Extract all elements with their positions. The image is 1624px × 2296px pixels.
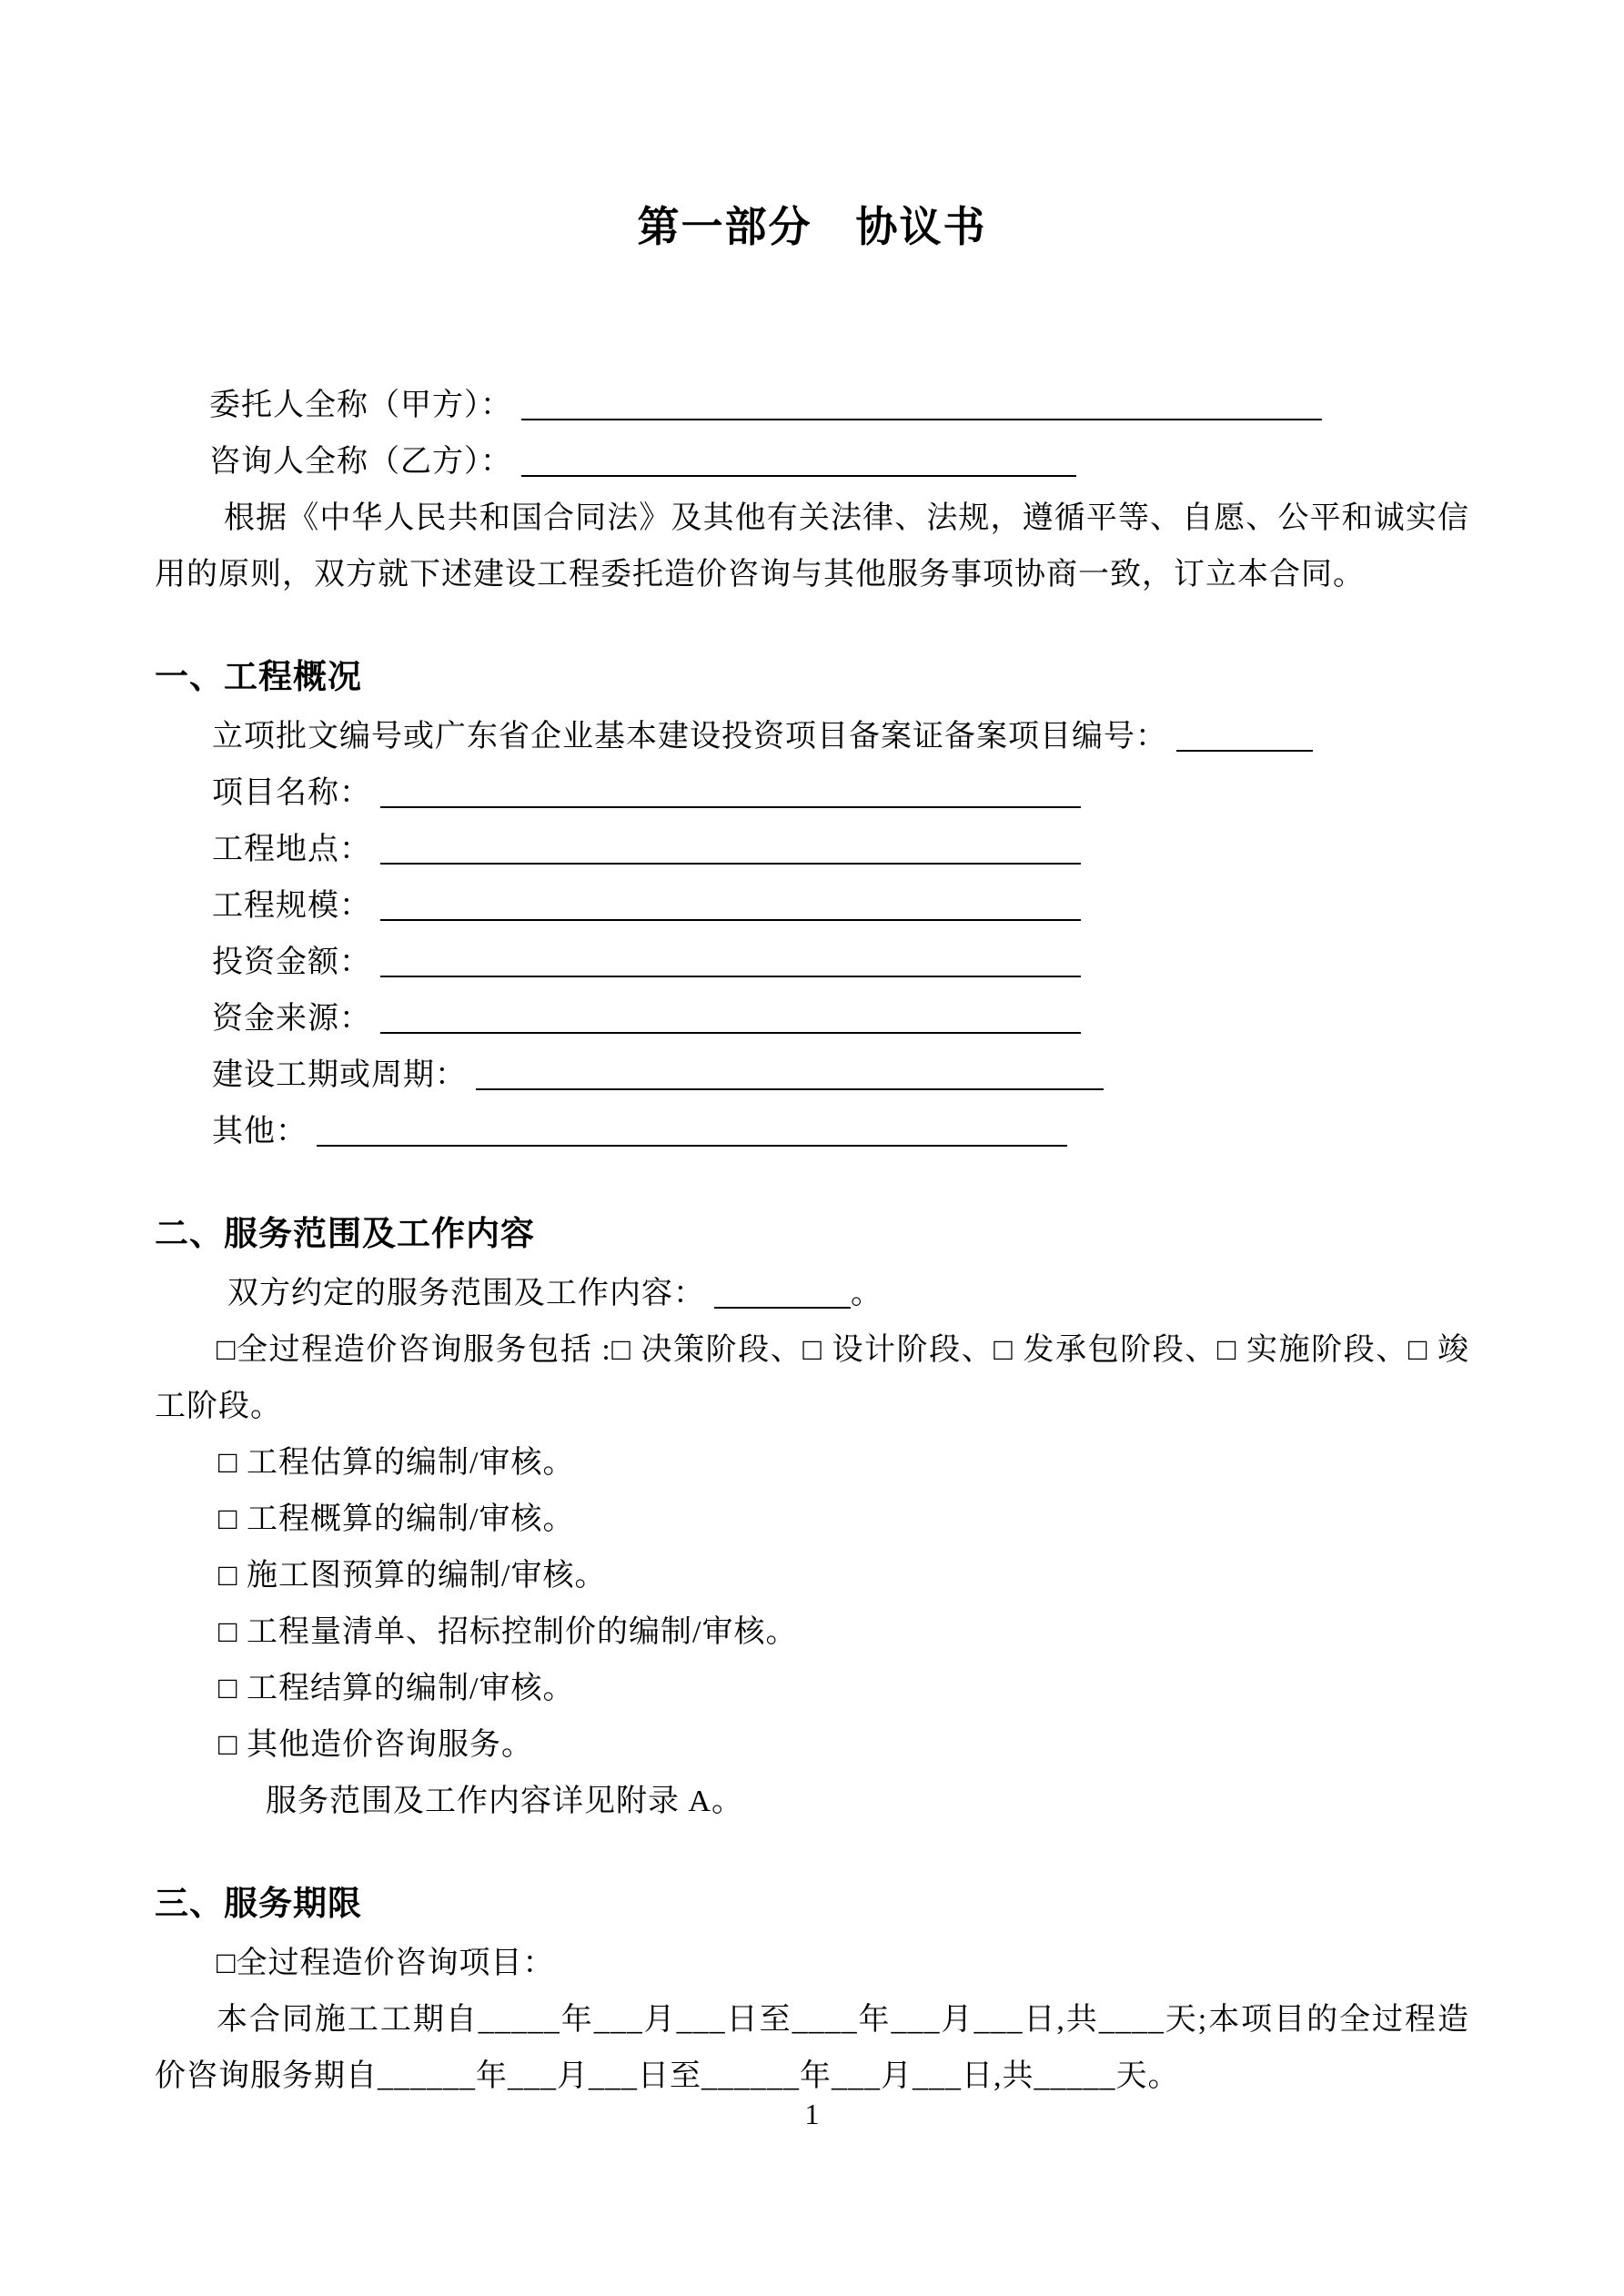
section2-heading: 二、服务范围及工作内容 [155,1215,535,1252]
funding-source-label: 资金来源： [212,1002,371,1036]
party-row-consultant [155,434,1469,491]
whole-process-project-line: □全过程造价咨询项目： [217,1947,555,1980]
client-name-blank-field[interactable] [521,388,1322,420]
field-row-other [155,1104,1469,1160]
checklist-item-bill-of-quantities: □ 工程量清单、招标控制价的编制/审核。 [218,1615,798,1649]
construction-period-label: 建设工期或周期： [212,1058,467,1092]
document-title: 第一部分 协议书 [637,203,987,250]
service-duration-paragraph: 本合同施工工期自_____年___月___日至____年___月___日,共____天;本项目的全过程造价咨询服务期自______年___月___日至______年___月___日,共_____天。 [155,2003,1469,2093]
project-location-blank-field[interactable] [380,832,1081,865]
checklist-item-drawing-budget: □ 施工图预算的编制/审核。 [218,1559,607,1593]
project-scale-label: 工程规模： [212,889,371,923]
other-label: 其他： [212,1115,308,1148]
project-location-label: 工程地点： [212,833,371,866]
approval-number-label: 立项批文编号或广东省企业基本建设投资项目备案证备案项目编号： [212,720,1167,754]
investment-amount-blank-field[interactable] [380,945,1081,977]
scope-intro-suffix: 。 [851,1277,883,1310]
client-name-label: 委托人全称（甲方）： [209,389,512,422]
checklist-item-estimate: □ 工程估算的编制/审核。 [218,1446,575,1480]
field-row-construction-period [155,1047,1469,1104]
preamble-paragraph: 根据《中华人民共和国合同法》及其他有关法律、法规，遵循平等、自愿、公平和诚实信用的原则，双方就下述建设工程委托造价咨询与其他服务事项协商一致，订立本合同。 [155,501,1469,592]
checklist-item-other-services: □ 其他造价咨询服务。 [218,1728,534,1762]
consultant-name-label: 咨询人全称（乙方）： [209,445,512,479]
funding-source-blank-field[interactable] [380,1001,1081,1034]
section1-heading: 一、工程概况 [155,658,362,695]
project-name-label: 项目名称： [212,776,371,810]
field-row-investment-amount [155,935,1469,991]
party-row-client [155,378,1469,434]
project-scale-blank-field[interactable] [380,888,1081,921]
project-name-blank-field[interactable] [380,775,1081,808]
field-row-approval-number [155,709,1469,765]
field-row-project-name [155,765,1469,822]
consultant-name-blank-field[interactable] [521,444,1076,477]
construction-period-blank-field[interactable] [476,1057,1104,1090]
checklist-item-settlement: □ 工程结算的编制/审核。 [218,1672,575,1705]
field-row-project-scale [155,878,1469,935]
other-blank-field[interactable] [317,1114,1067,1147]
section3-heading: 三、服务期限 [155,1885,362,1922]
field-row-funding-source [155,991,1469,1047]
scope-intro-blank-field[interactable] [714,1276,851,1309]
checklist-item-budget: □ 工程概算的编制/审核。 [218,1502,575,1536]
page-number: 1 [804,2098,820,2130]
investment-amount-label: 投资金额： [212,946,371,979]
field-row-project-location [155,822,1469,878]
stages-checkbox-line: □全过程造价咨询服务包括 :□ 决策阶段、□ 设计阶段、□ 发承包阶段、□ 实施阶段、□ 竣工阶段。 [155,1333,1469,1423]
appendix-note-line: 服务范围及工作内容详见附录 A。 [266,1785,744,1818]
scope-intro-line [155,1266,1469,1322]
approval-number-blank-field[interactable] [1176,719,1313,752]
scope-intro-label: 双方约定的服务范围及工作内容： [227,1277,705,1310]
